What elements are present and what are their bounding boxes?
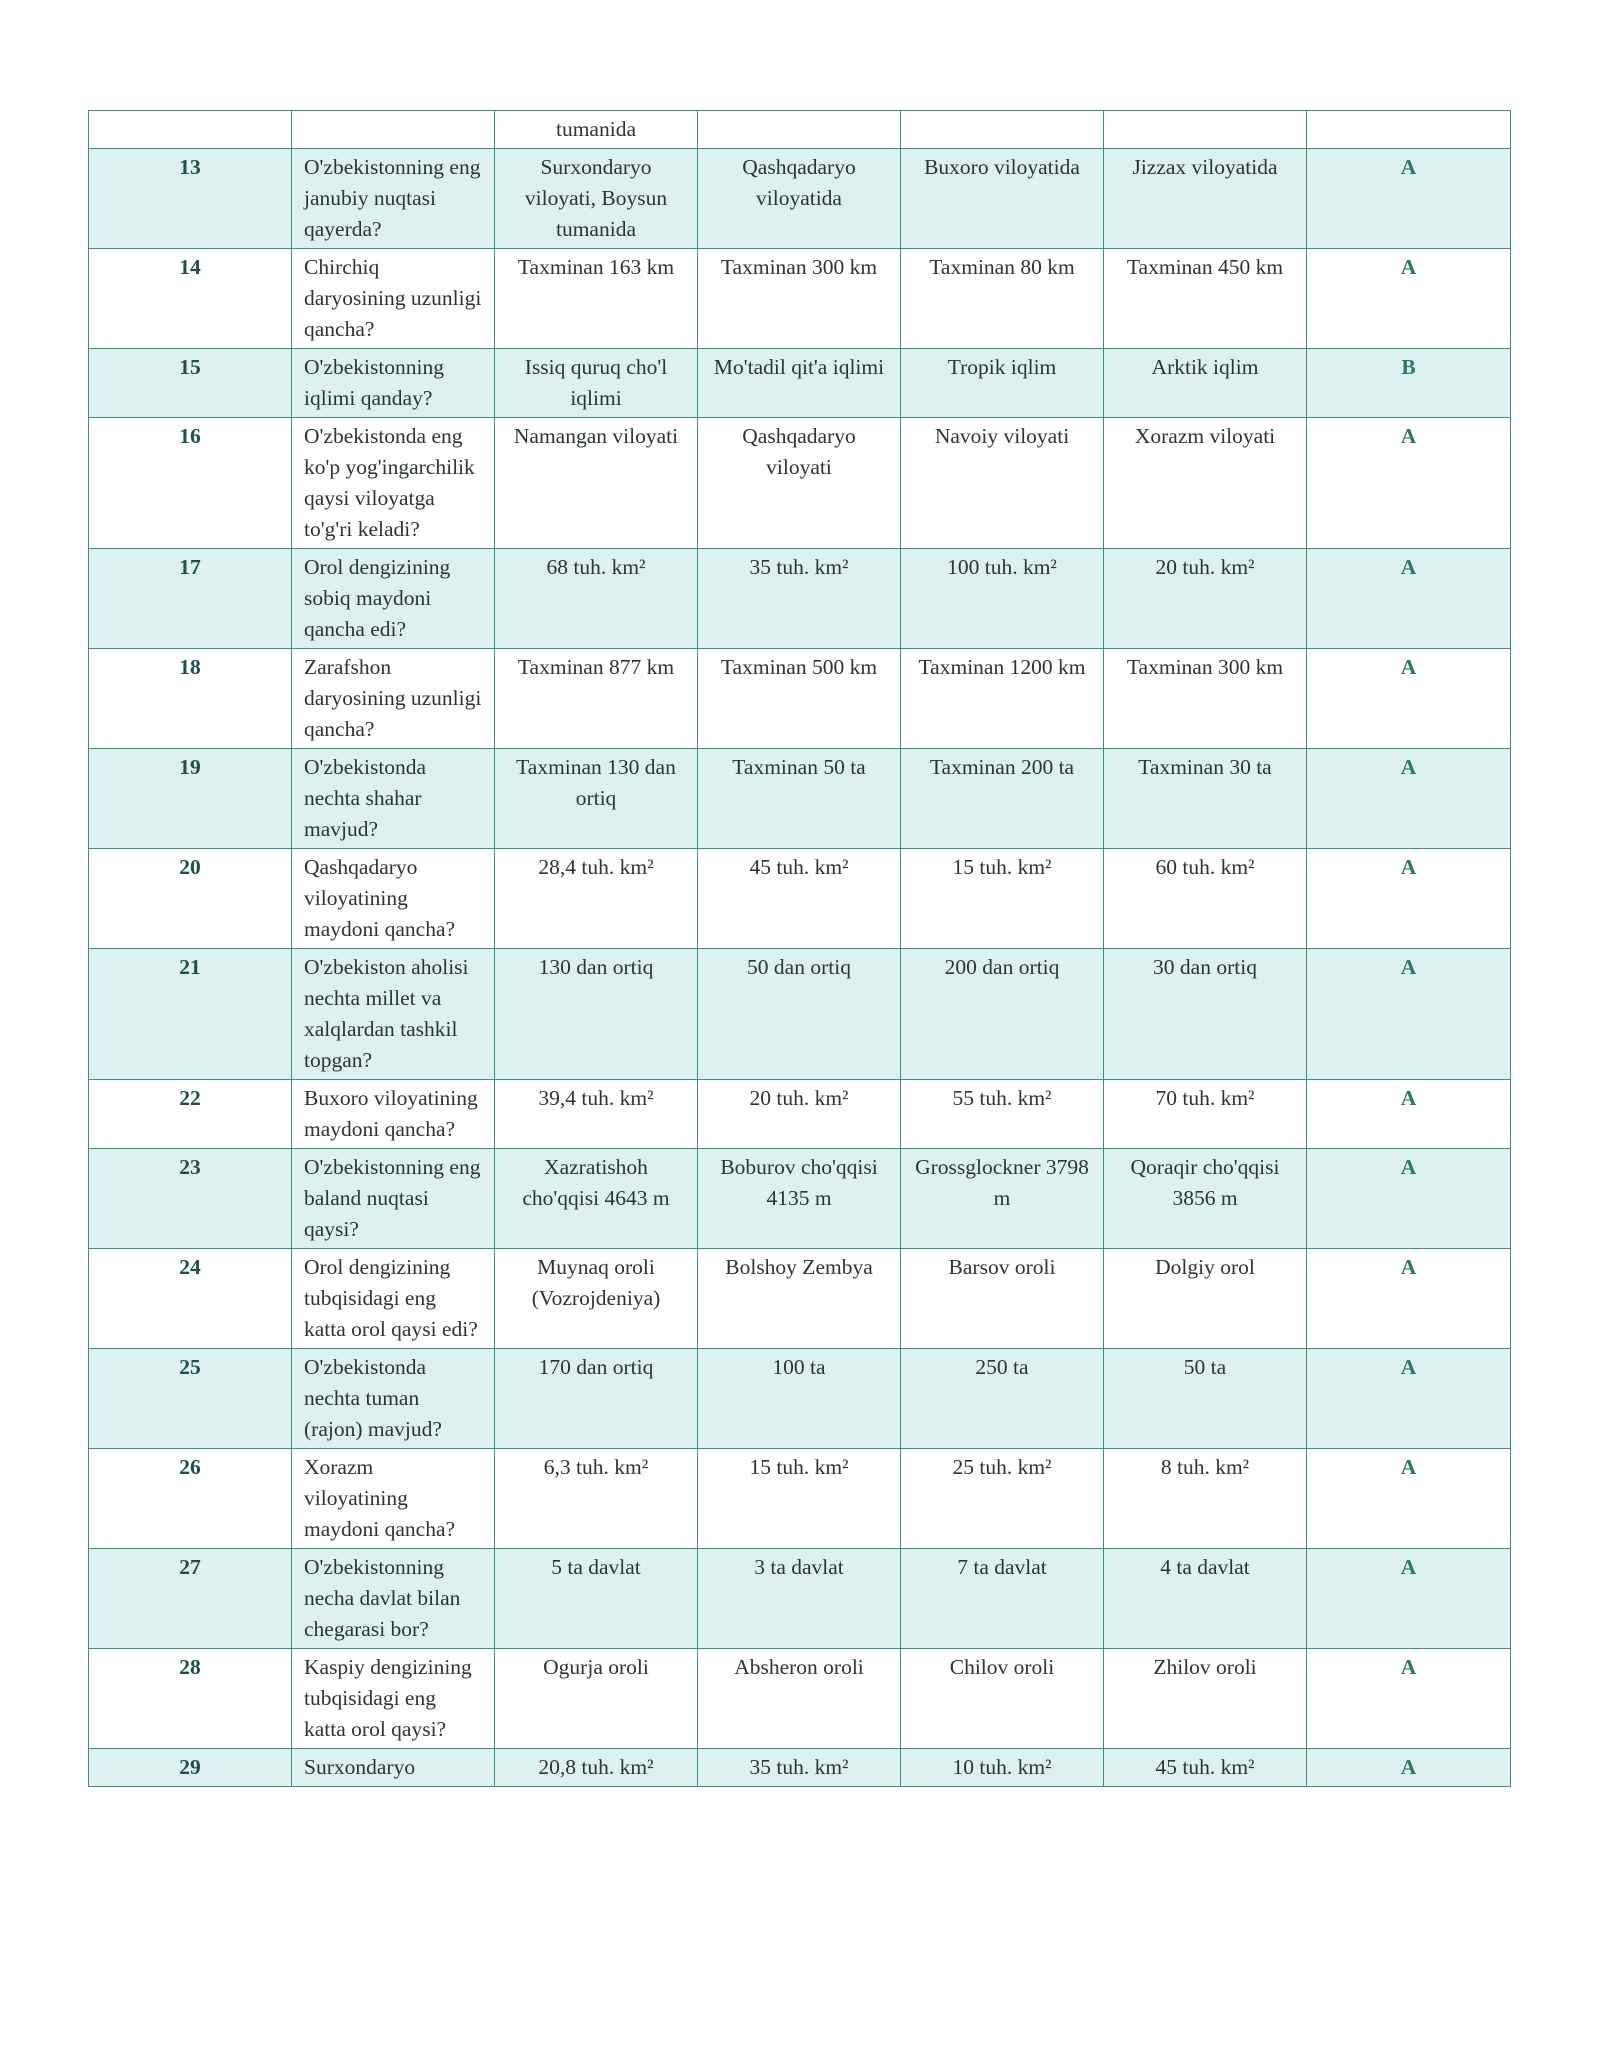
correct-answer: A bbox=[1307, 1249, 1511, 1349]
correct-answer: A bbox=[1307, 1449, 1511, 1549]
correct-answer: A bbox=[1307, 749, 1511, 849]
option-d: 45 tuh. km² bbox=[1104, 1749, 1307, 1787]
question-text: Orol dengizining sobiq maydoni qancha edi? bbox=[292, 549, 495, 649]
option-c: Taxminan 200 ta bbox=[901, 749, 1104, 849]
question-text: Kaspiy dengizining tubqisidagi eng katta orol qaysi? bbox=[292, 1649, 495, 1749]
option-b: Qashqadaryo viloyati bbox=[698, 418, 901, 549]
option-c: Buxoro viloyatida bbox=[901, 149, 1104, 249]
table-row bbox=[89, 549, 1511, 649]
question-text: Zarafshon daryosining uzunligi qancha? bbox=[292, 649, 495, 749]
option-a: Ogurja oroli bbox=[495, 1649, 698, 1749]
option-a: Taxminan 163 km bbox=[495, 249, 698, 349]
question-number: 28 bbox=[89, 1649, 292, 1749]
option-d: Zhilov oroli bbox=[1104, 1649, 1307, 1749]
option-a: Surxondaryo viloyati, Boysun tumanida bbox=[495, 149, 698, 249]
question-number: 21 bbox=[89, 949, 292, 1080]
correct-answer: A bbox=[1307, 418, 1511, 549]
option-c: 10 tuh. km² bbox=[901, 1749, 1104, 1787]
option-c: Navoiy viloyati bbox=[901, 418, 1104, 549]
correct-answer: A bbox=[1307, 249, 1511, 349]
table-row bbox=[89, 149, 1511, 249]
question-number: 15 bbox=[89, 349, 292, 418]
option-d: 30 dan ortiq bbox=[1104, 949, 1307, 1080]
option-b: Taxminan 300 km bbox=[698, 249, 901, 349]
question-number: 17 bbox=[89, 549, 292, 649]
option-a: 6,3 tuh. km² bbox=[495, 1449, 698, 1549]
option-d: 4 ta davlat bbox=[1104, 1549, 1307, 1649]
option-b: 45 tuh. km² bbox=[698, 849, 901, 949]
table-row bbox=[89, 1649, 1511, 1749]
option-a: Issiq quruq cho'l iqlimi bbox=[495, 349, 698, 418]
question-text: Orol dengizining tubqisidagi eng katta orol qaysi edi? bbox=[292, 1249, 495, 1349]
correct-answer: A bbox=[1307, 1749, 1511, 1787]
question-number: 20 bbox=[89, 849, 292, 949]
option-b: Absheron oroli bbox=[698, 1649, 901, 1749]
option-a: 20,8 tuh. km² bbox=[495, 1749, 698, 1787]
question-number bbox=[89, 111, 292, 149]
question-text: O'zbekistonning iqlimi qanday? bbox=[292, 349, 495, 418]
table-row bbox=[89, 418, 1511, 549]
option-a: Taxminan 877 km bbox=[495, 649, 698, 749]
option-c: Tropik iqlim bbox=[901, 349, 1104, 418]
option-a: 170 dan ortiq bbox=[495, 1349, 698, 1449]
table-row bbox=[89, 749, 1511, 849]
option-b bbox=[698, 111, 901, 149]
option-d: 50 ta bbox=[1104, 1349, 1307, 1449]
option-b: Mo'tadil qit'a iqlimi bbox=[698, 349, 901, 418]
correct-answer: A bbox=[1307, 649, 1511, 749]
option-d: Taxminan 300 km bbox=[1104, 649, 1307, 749]
option-c: Grossglockner 3798 m bbox=[901, 1149, 1104, 1249]
table-row bbox=[89, 1349, 1511, 1449]
question-text: O'zbekistonning eng janubiy nuqtasi qayerda? bbox=[292, 149, 495, 249]
question-text: Buxoro viloyatining maydoni qancha? bbox=[292, 1080, 495, 1149]
table-row bbox=[89, 1080, 1511, 1149]
option-d: Jizzax viloyatida bbox=[1104, 149, 1307, 249]
question-number: 27 bbox=[89, 1549, 292, 1649]
option-d: Xorazm viloyati bbox=[1104, 418, 1307, 549]
question-number: 19 bbox=[89, 749, 292, 849]
correct-answer: B bbox=[1307, 349, 1511, 418]
option-b: 50 dan ortiq bbox=[698, 949, 901, 1080]
option-a: Taxminan 130 dan ortiq bbox=[495, 749, 698, 849]
option-b: Taxminan 500 km bbox=[698, 649, 901, 749]
correct-answer: A bbox=[1307, 549, 1511, 649]
option-c: Barsov oroli bbox=[901, 1249, 1104, 1349]
option-a: 130 dan ortiq bbox=[495, 949, 698, 1080]
question-number: 29 bbox=[89, 1749, 292, 1787]
table-row bbox=[89, 111, 1511, 149]
option-c: 15 tuh. km² bbox=[901, 849, 1104, 949]
quiz-table bbox=[88, 110, 1511, 1787]
option-a: Xazratishoh cho'qqisi 4643 m bbox=[495, 1149, 698, 1249]
question-number: 25 bbox=[89, 1349, 292, 1449]
table-row bbox=[89, 649, 1511, 749]
question-number: 18 bbox=[89, 649, 292, 749]
question-text: Surxondaryo bbox=[292, 1749, 495, 1787]
correct-answer bbox=[1307, 111, 1511, 149]
table-row bbox=[89, 1149, 1511, 1249]
question-number: 22 bbox=[89, 1080, 292, 1149]
table-row bbox=[89, 1249, 1511, 1349]
question-text: O'zbekiston aholisi nechta millet va xalqlardan tashkil topgan? bbox=[292, 949, 495, 1080]
table-row bbox=[89, 849, 1511, 949]
correct-answer: A bbox=[1307, 1649, 1511, 1749]
option-d: Arktik iqlim bbox=[1104, 349, 1307, 418]
correct-answer: A bbox=[1307, 1349, 1511, 1449]
question-number: 23 bbox=[89, 1149, 292, 1249]
table-row bbox=[89, 249, 1511, 349]
option-c: 200 dan ortiq bbox=[901, 949, 1104, 1080]
option-a: tumanida bbox=[495, 111, 698, 149]
table-row bbox=[89, 949, 1511, 1080]
document-page bbox=[88, 110, 1510, 1787]
question-number: 14 bbox=[89, 249, 292, 349]
option-d: 8 tuh. km² bbox=[1104, 1449, 1307, 1549]
correct-answer: A bbox=[1307, 1149, 1511, 1249]
option-d: Dolgiy orol bbox=[1104, 1249, 1307, 1349]
option-b: Bolshoy Zembya bbox=[698, 1249, 901, 1349]
option-b: Taxminan 50 ta bbox=[698, 749, 901, 849]
option-c: Taxminan 1200 km bbox=[901, 649, 1104, 749]
correct-answer: A bbox=[1307, 1549, 1511, 1649]
option-a: 28,4 tuh. km² bbox=[495, 849, 698, 949]
option-b: 3 ta davlat bbox=[698, 1549, 901, 1649]
option-c: Taxminan 80 km bbox=[901, 249, 1104, 349]
option-d: Qoraqir cho'qqisi 3856 m bbox=[1104, 1149, 1307, 1249]
option-d: 20 tuh. km² bbox=[1104, 549, 1307, 649]
question-text: O'zbekistonning eng baland nuqtasi qaysi? bbox=[292, 1149, 495, 1249]
table-row bbox=[89, 349, 1511, 418]
question-text bbox=[292, 111, 495, 149]
question-text: O'zbekistonda eng ko'p yog'ingarchilik qaysi viloyatga to'g'ri keladi? bbox=[292, 418, 495, 549]
question-text: Chirchiq daryosining uzunligi qancha? bbox=[292, 249, 495, 349]
option-c: Chilov oroli bbox=[901, 1649, 1104, 1749]
option-b: 35 tuh. km² bbox=[698, 1749, 901, 1787]
option-d: 60 tuh. km² bbox=[1104, 849, 1307, 949]
option-a: 39,4 tuh. km² bbox=[495, 1080, 698, 1149]
option-b: 35 tuh. km² bbox=[698, 549, 901, 649]
option-c: 55 tuh. km² bbox=[901, 1080, 1104, 1149]
question-text: O'zbekistonda nechta shahar mavjud? bbox=[292, 749, 495, 849]
correct-answer: A bbox=[1307, 849, 1511, 949]
option-a: 68 tuh. km² bbox=[495, 549, 698, 649]
question-number: 16 bbox=[89, 418, 292, 549]
option-a: 5 ta davlat bbox=[495, 1549, 698, 1649]
option-c: 25 tuh. km² bbox=[901, 1449, 1104, 1549]
question-text: Xorazm viloyatining maydoni qancha? bbox=[292, 1449, 495, 1549]
table-row bbox=[89, 1749, 1511, 1787]
question-text: O'zbekistonning necha davlat bilan chegarasi bor? bbox=[292, 1549, 495, 1649]
option-c: 250 ta bbox=[901, 1349, 1104, 1449]
question-text: O'zbekistonda nechta tuman (rajon) mavjud? bbox=[292, 1349, 495, 1449]
question-number: 26 bbox=[89, 1449, 292, 1549]
option-d: Taxminan 450 km bbox=[1104, 249, 1307, 349]
option-d: 70 tuh. km² bbox=[1104, 1080, 1307, 1149]
option-b: Boburov cho'qqisi 4135 m bbox=[698, 1149, 901, 1249]
table-row bbox=[89, 1549, 1511, 1649]
correct-answer: A bbox=[1307, 949, 1511, 1080]
question-number: 13 bbox=[89, 149, 292, 249]
option-a: Muynaq oroli (Vozrojdeniya) bbox=[495, 1249, 698, 1349]
correct-answer: A bbox=[1307, 149, 1511, 249]
option-a: Namangan viloyati bbox=[495, 418, 698, 549]
question-text: Qashqadaryo viloyatining maydoni qancha? bbox=[292, 849, 495, 949]
option-b: 15 tuh. km² bbox=[698, 1449, 901, 1549]
option-c: 7 ta davlat bbox=[901, 1549, 1104, 1649]
option-c: 100 tuh. km² bbox=[901, 549, 1104, 649]
question-number: 24 bbox=[89, 1249, 292, 1349]
option-b: Qashqadaryo viloyatida bbox=[698, 149, 901, 249]
table-row bbox=[89, 1449, 1511, 1549]
option-d bbox=[1104, 111, 1307, 149]
option-c bbox=[901, 111, 1104, 149]
option-b: 20 tuh. km² bbox=[698, 1080, 901, 1149]
option-d: Taxminan 30 ta bbox=[1104, 749, 1307, 849]
correct-answer: A bbox=[1307, 1080, 1511, 1149]
option-b: 100 ta bbox=[698, 1349, 901, 1449]
